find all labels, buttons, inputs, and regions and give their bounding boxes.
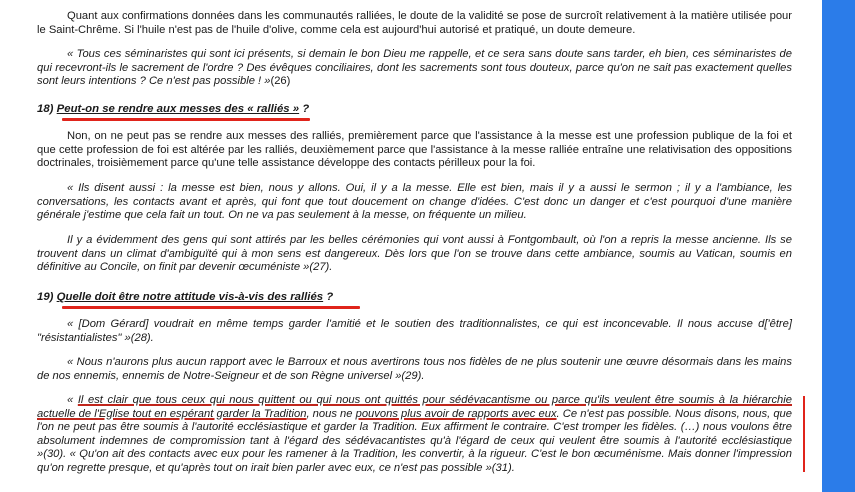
red-highlight-line xyxy=(62,306,360,309)
underlined-text: Il est clair que tous ceux qui nous quittent ou qui nous ont quittés pour sédévacantisme ou parce qu'ils veulent être soumis à la hiérarchie actuelle de l'Eglise tout en espérant garder la Tradition xyxy=(37,394,792,420)
footnote-ref: (26) xyxy=(270,75,291,88)
quote-text: , nous ne xyxy=(306,407,356,420)
quote-open: « xyxy=(67,394,78,406)
quote-ils-disent: « Ils disent aussi : la messe est bien, nous y allons. Oui, il y a la messe. Elle est bien, mais il y a aussi le sermon ; il y a l'ambiance, les conversations, les contacts avant et après, qui font que tout doucement on change d'idées. C'est donc un danger et c'est pourquoi d'une manière générale j'estime que cela fait un tout. On ne va pas seulement à la messe, on fréquente un milieu. xyxy=(37,182,792,222)
heading-text: Quelle doit être notre attitude vis-à-vis des ralliés xyxy=(56,291,324,303)
heading-question-mark: ? xyxy=(323,291,334,303)
heading-number: 18) xyxy=(37,103,54,115)
side-bar xyxy=(822,0,855,492)
heading-number: 19) xyxy=(37,291,54,303)
quote-text: « Tous ces séminaristes qui sont ici présents, si demain le bon Dieu me rappelle, et ce sera sans doute sans tarder, eh bien, ces séminaristes de qui recevront-ils le sacrement de l'ordre ? Des évêques conciliaires, dont les sacrements sont tous douteux, parce qu'on ne sait pas exactement quelles sont leurs intentions ? Ce n'est pas possible ! » xyxy=(37,48,792,88)
red-highlight-line xyxy=(62,118,310,121)
red-margin-line xyxy=(803,396,805,472)
heading-18 xyxy=(37,102,309,116)
paragraph-non: Non, on ne peut pas se rendre aux messes des ralliés, premièrement parce que l'assistance à la messe est une profession publique de la foi et que cette profession de foi est altérée par les ralliés, deuxièmement parce que l'assistance à la messe ralliée entraîne une relativisation des oppositions doctrinales, troisièmement parce qu'une telle assistance développe des contacts périlleux pour la foi. xyxy=(37,130,792,170)
quote-seminaristes xyxy=(37,48,792,89)
heading-question-mark: ? xyxy=(299,103,310,115)
quote-dom-gerard: « [Dom Gérard] voudrait en même temps garder l'amitié et le soutien des traditionnalistes, ce qui est inconcevable. Il nous accuse d['être] "résistantialistes" »(28). xyxy=(37,318,792,344)
quote-fontgombault: Il y a évidemment des gens qui sont attirés par les belles cérémonies qui vont aussi à Fontgombault, où l'on a repris la messe ancienne. Ils se trouvent dans un climat d'ambiguïté qui à mon sens est dangereux. Dès lors que l'on se trouve dans cette ambiance, soumis au Vatican, soumis en définitive au Concile, on finit par devenir œcuméniste »(27). xyxy=(37,234,792,274)
quote-sedevacantisme xyxy=(37,394,792,476)
heading-text: Peut-on se rendre aux messes des « ralliés » xyxy=(56,103,300,115)
paragraph-confirmations: Quant aux confirmations données dans les communautés ralliées, le doute de la validité se pose de surcroît relativement à la matière utilisée pour le Saint-Chrême. Si l'huile n'est pas de l'huile d'olive, comme cela est aujourd'hui autorisé et pratiqué, un doute demeure. xyxy=(37,10,792,36)
heading-19 xyxy=(37,290,333,304)
quote-barroux: « Nous n'aurons plus aucun rapport avec le Barroux et nous avertirons tous nos fidèles de ne plus soutenir une œuvre désormais dans les mains de nos ennemis, ennemis de Notre-Seigneur et de son Règne universel »(29). xyxy=(37,356,792,382)
quote-text: . Ce n'est pas possible. Nous disons, nous, que l'on ne peut pas être soumis à l'autorité ecclésiastique et garder la Tradition. Eux affirment le contraire. C'est tromper les fidèles. (…) nous voulons être absolument indemnes de compromission tant à l'égard des sédévacantistes qu'à l'égard de ceux qui veulent être soumis à l'autorité ecclésiastique »(30). « Qu'on ait des contacts avec eux pour les ramener à la Tradition, les convertir, à la rigueur. C'est le bon œcuménisme. Mais donner l'impression qu'on regrette presque, et qu'après tout on irait bien parler avec eux, ce n'est pas possible »(31). xyxy=(37,407,792,474)
underlined-text: pouvons plus avoir de rapports avec eux xyxy=(355,407,557,420)
